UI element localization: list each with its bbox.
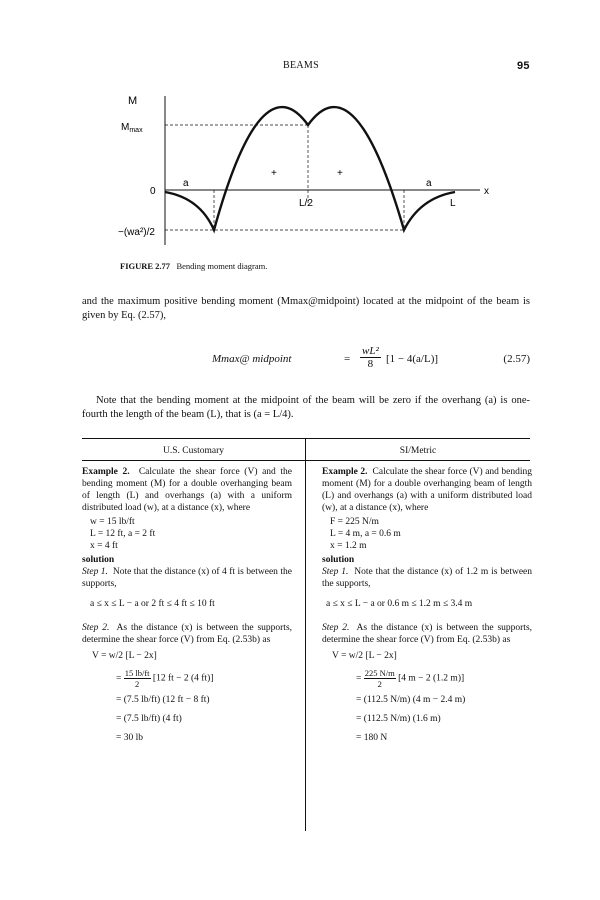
us-example-text: Calculate the shear force (V) and the bending moment (M) for a double overhanging beam of length (L) and overhangs (a) with a uniform distributed load (w), at a distance (x), where [82,467,293,513]
moment-curve [165,107,455,230]
us-step-2-label: Step 2. [82,623,110,633]
si-example-statement [322,466,532,514]
us-example-statement [82,466,292,514]
si-given-values [322,516,532,552]
equation-lhs: Mmax@ midpoint [212,353,292,365]
paragraph-overhang-note: Note that the bending moment at the midpoint of the beam will be zero if the overhang (a) is one-fourth the length of the beam (L), that is (a = L/4). [82,395,530,420]
us-sub-bracket: [12 ft − 2 (4 ft)] [152,673,214,684]
table-column-divider [305,438,306,831]
y-axis-label: M [128,95,138,107]
us-shear-step-4: = (7.5 lb/ft) (4 ft) [116,714,182,724]
figure-caption-text: Bending moment diagram. [176,261,268,271]
si-step-1-text: Note that the distance (x) of 1.2 m is between the supports, [322,567,533,589]
si-step-2-text: As the distance (x) is between the supports, determine the shear force (V) from Eq. (2.53b) as [322,623,533,645]
paragraph-max-moment: and the maximum positive bending moment (Mmax@midpoint) located at the midpoint of the beam is given by Eq. (2.57), [82,296,530,321]
column-head-us: U.S. Customary [163,446,224,456]
x-axis-label: x [484,186,489,197]
equation-number: (2.57) [503,353,530,365]
si-solution-heading: solution [322,555,355,565]
us-given-l-a: L = 12 ft, a = 2 ft [90,529,156,539]
page-number: 95 [517,60,530,72]
us-given-values [82,516,292,552]
us-sub-denominator: 2 [135,679,140,689]
us-inequality: a ≤ x ≤ L − a or 2 ft ≤ 4 ft ≤ 10 ft [90,599,215,609]
equation-bracket: [1 − 4(a/L)] [386,353,439,365]
si-inequality: a ≤ x ≤ L − a or 0.6 m ≤ 1.2 m ≤ 3.4 m [326,599,473,609]
si-sub-denominator: 2 [377,679,382,689]
si-step-1-label: Step 1. [322,567,349,577]
us-column [82,466,292,744]
figure-number: FIGURE 2.77 [120,261,171,271]
left-overhang-label: a [183,178,189,189]
si-shear-step-3: = (112.5 N/m) (4 m − 2.4 m) [356,695,466,705]
zero-label: 0 [150,186,156,197]
si-example-text: Calculate the shear force (V) and bending moment (M) for a double overhanging beam of length (L) and overhangs (a) with a uniform distributed load (w), at a distance (x), where [322,467,533,513]
si-shear-substitution: = $\frac{225 N/m}{2}$ [4 m − 2 (1.2 m)] [356,668,465,689]
si-shear-formula: V = w/2 [L − 2x] [332,651,397,661]
si-sub-bracket: [4 m − 2 (1.2 m)] [398,673,465,684]
si-given-x: x = 1.2 m [330,541,367,551]
us-sub-numerator: 15 lb/ft [124,668,150,678]
equation-numerator: wL² [362,345,379,357]
si-step-1 [322,566,532,590]
si-column [322,466,532,744]
us-step-2-text: As the distance (x) is between the supports, determine the shear force (V) from Eq. (2.53b) as [82,623,293,645]
negative-moment-label: −(wa²)/2 [118,227,155,238]
us-given-x: x = 4 ft [90,541,118,551]
right-overhang-label: a [426,178,432,189]
us-step-1-text: Note that the distance (x) of 4 ft is between the supports, [82,567,292,589]
running-header-title: BEAMS [283,60,319,71]
us-step-1-label: Step 1. [82,567,108,577]
us-shear-result: = 30 lb [116,733,143,743]
si-step-2-label: Step 2. [322,623,350,633]
us-given-w: w = 15 lb/ft [90,517,135,527]
us-example-label: Example 2. [82,467,130,477]
us-step-1 [82,566,292,590]
equation-denominator: 8 [367,358,374,370]
figure-caption [120,261,267,271]
si-example-label: Example 2. [322,467,368,477]
mmax-label: $M_{max}$ [121,122,143,134]
us-shear-substitution: = $\frac{15 lb/ft}{2}$ [12 ft − 2 (4 ft)] [116,668,214,689]
us-step-2 [82,622,292,646]
si-given-l-a: L = 4 m, a = 0.6 m [330,529,401,539]
si-step-2 [322,622,532,646]
si-shear-step-4: = (112.5 N/m) (1.6 m) [356,714,441,724]
positive-sign-right: + [337,168,343,179]
table-head-rule [82,460,530,461]
column-head-si: SI/Metric [399,446,437,456]
positive-sign-left: + [271,168,277,179]
us-shear-calc [82,650,292,744]
us-solution-heading: solution [82,555,115,565]
equation-2-57: Mmax@ midpoint = $\frac{\text{wL²}}{8}$ [1 − 4(a/L)] (2.57) [212,345,530,370]
si-sub-numerator: 225 N/m [364,668,395,678]
si-shear-calc [322,650,532,744]
us-shear-step-3: = (7.5 lb/ft) (12 ft − 8 ft) [116,695,210,705]
midpoint-label: L/2 [299,198,313,209]
si-shear-result: = 180 N [356,733,388,743]
si-given-f: F = 225 N/m [330,517,379,527]
equation-fraction [360,345,381,370]
length-label: L [450,198,456,209]
bending-moment-diagram [0,0,600,270]
us-shear-formula: V = w/2 [L − 2x] [92,651,157,661]
table-top-rule [82,438,530,439]
